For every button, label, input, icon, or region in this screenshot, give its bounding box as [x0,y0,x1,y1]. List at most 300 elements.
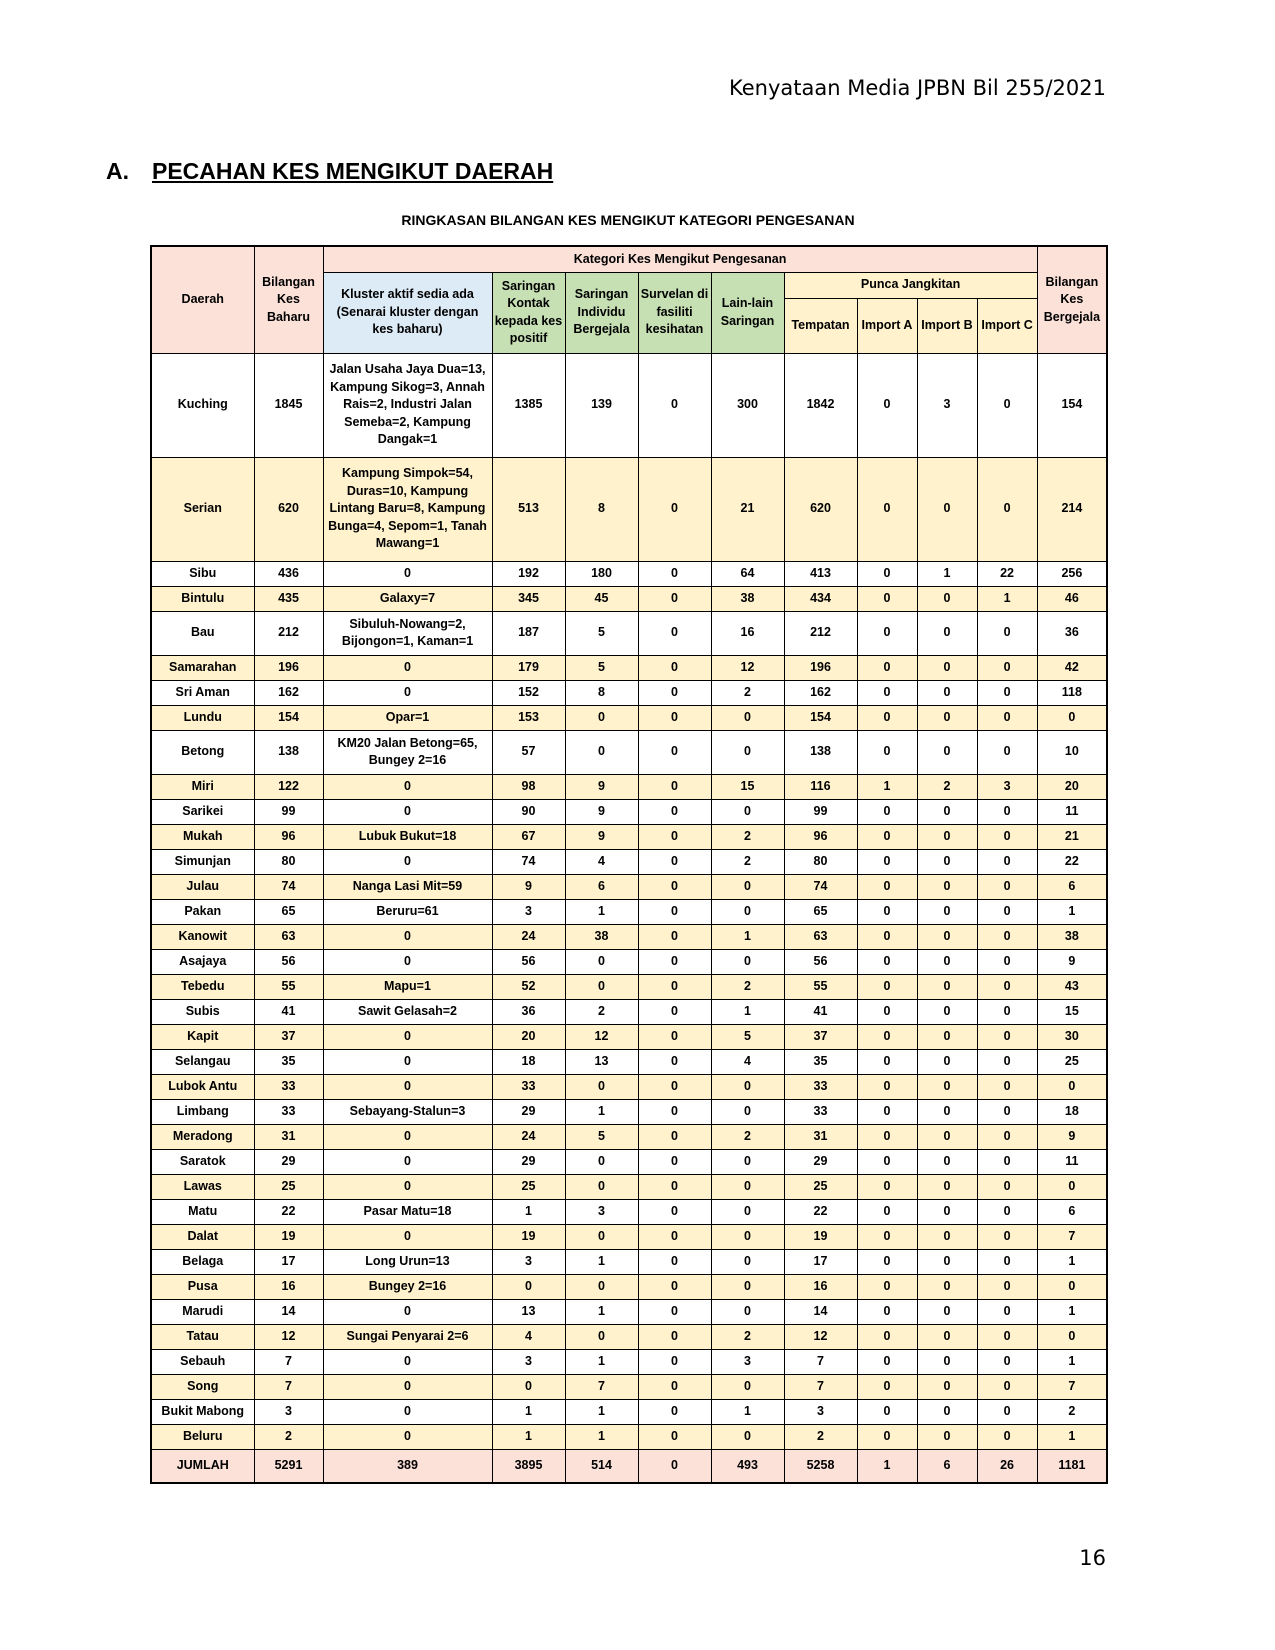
value-cell: 4 [711,1049,784,1074]
value-cell: 64 [711,561,784,586]
table-row [151,1424,1107,1449]
col-bilangan-kes-bergejala: Bilangan Kes Bergejala [1037,246,1107,353]
col-tempatan: Tempatan [784,298,857,353]
value-cell: 0 [638,799,711,824]
value-cell: 0 [565,1324,638,1349]
value-cell: 0 [711,1274,784,1299]
cluster-cell: 0 [323,1224,492,1249]
value-cell: 22 [977,561,1037,586]
total-value: 1181 [1037,1449,1107,1483]
value-cell: 116 [784,774,857,799]
value-cell: 74 [784,874,857,899]
table-row [151,849,1107,874]
col-kluster: Kluster aktif sedia ada (Senarai kluster dengan kes baharu) [323,272,492,353]
value-cell: 0 [711,1424,784,1449]
value-cell: 10 [1037,730,1107,774]
value-cell: 300 [711,353,784,457]
value-cell: 22 [254,1199,323,1224]
value-cell: 154 [784,705,857,730]
district-cell: Lundu [151,705,254,730]
district-cell: Sebauh [151,1349,254,1374]
value-cell: 0 [857,924,917,949]
value-cell: 0 [917,1024,977,1049]
value-cell: 0 [917,1374,977,1399]
value-cell: 0 [638,1374,711,1399]
value-cell: 9 [565,774,638,799]
value-cell: 16 [784,1274,857,1299]
district-cell: Bintulu [151,586,254,611]
value-cell: 179 [492,655,565,680]
value-cell: 1 [1037,899,1107,924]
value-cell: 0 [857,730,917,774]
table-row [151,949,1107,974]
value-cell: 0 [917,1424,977,1449]
value-cell: 31 [784,1124,857,1149]
value-cell: 25 [1037,1049,1107,1074]
value-cell: 154 [254,705,323,730]
value-cell: 0 [711,949,784,974]
value-cell: 67 [492,824,565,849]
table-row [151,1349,1107,1374]
value-cell: 65 [784,899,857,924]
value-cell: 345 [492,586,565,611]
value-cell: 30 [1037,1024,1107,1049]
value-cell: 1 [711,924,784,949]
cluster-cell: 0 [323,949,492,974]
table-row [151,457,1107,561]
value-cell: 1 [1037,1249,1107,1274]
value-cell: 74 [492,849,565,874]
value-cell: 0 [977,999,1037,1024]
value-cell: 12 [254,1324,323,1349]
value-cell: 19 [254,1224,323,1249]
value-cell: 0 [857,974,917,999]
value-cell: 4 [492,1324,565,1349]
value-cell: 7 [565,1374,638,1399]
cluster-cell: Beruru=61 [323,899,492,924]
value-cell: 46 [1037,586,1107,611]
value-cell: 2 [711,680,784,705]
value-cell: 1 [711,1399,784,1424]
cluster-cell: KM20 Jalan Betong=65, Bungey 2=16 [323,730,492,774]
value-cell: 0 [857,655,917,680]
value-cell: 52 [492,974,565,999]
value-cell: 0 [857,1099,917,1124]
value-cell: 0 [917,924,977,949]
value-cell: 0 [977,1374,1037,1399]
value-cell: 8 [565,457,638,561]
total-value: 5258 [784,1449,857,1483]
value-cell: 43 [1037,974,1107,999]
value-cell: 0 [638,705,711,730]
value-cell: 16 [711,611,784,655]
district-cell: Pusa [151,1274,254,1299]
value-cell: 0 [917,1299,977,1324]
value-cell: 0 [711,705,784,730]
value-cell: 0 [917,730,977,774]
value-cell: 1385 [492,353,565,457]
value-cell: 0 [638,1074,711,1099]
value-cell: 0 [977,1324,1037,1349]
value-cell: 0 [638,611,711,655]
value-cell: 0 [492,1274,565,1299]
cluster-cell: 0 [323,1424,492,1449]
value-cell: 0 [977,1074,1037,1099]
value-cell: 0 [977,1249,1037,1274]
value-cell: 0 [565,1274,638,1299]
value-cell: 25 [784,1174,857,1199]
value-cell: 0 [565,974,638,999]
value-cell: 7 [1037,1224,1107,1249]
value-cell: 9 [492,874,565,899]
value-cell: 0 [857,1399,917,1424]
value-cell: 80 [784,849,857,874]
district-cell: Bukit Mabong [151,1399,254,1424]
table-row [151,611,1107,655]
value-cell: 0 [917,949,977,974]
value-cell: 29 [492,1149,565,1174]
value-cell: 0 [638,1049,711,1074]
table-row [151,655,1107,680]
value-cell: 0 [977,1224,1037,1249]
value-cell: 0 [977,730,1037,774]
district-cell: Matu [151,1199,254,1224]
value-cell: 0 [977,924,1037,949]
cluster-cell: 0 [323,561,492,586]
value-cell: 7 [1037,1374,1107,1399]
value-cell: 138 [254,730,323,774]
value-cell: 99 [254,799,323,824]
table-row [151,974,1107,999]
value-cell: 37 [784,1024,857,1049]
value-cell: 9 [565,824,638,849]
value-cell: 0 [638,1324,711,1349]
value-cell: 0 [1037,1174,1107,1199]
value-cell: 24 [492,924,565,949]
value-cell: 0 [857,899,917,924]
value-cell: 90 [492,799,565,824]
value-cell: 17 [784,1249,857,1274]
value-cell: 3 [977,774,1037,799]
district-cell: Mukah [151,824,254,849]
district-cell: Sri Aman [151,680,254,705]
value-cell: 33 [784,1099,857,1124]
value-cell: 1 [1037,1424,1107,1449]
table-row [151,824,1107,849]
value-cell: 19 [492,1224,565,1249]
value-cell: 1845 [254,353,323,457]
value-cell: 8 [565,680,638,705]
table-row [151,1124,1107,1149]
value-cell: 55 [254,974,323,999]
table-row [151,1249,1107,1274]
value-cell: 0 [977,849,1037,874]
value-cell: 0 [977,457,1037,561]
value-cell: 0 [917,705,977,730]
value-cell: 5 [565,611,638,655]
value-cell: 138 [784,730,857,774]
total-value: 6 [917,1449,977,1483]
value-cell: 36 [1037,611,1107,655]
col-import-c: Import C [977,298,1037,353]
value-cell: 0 [711,874,784,899]
value-cell: 45 [565,586,638,611]
value-cell: 0 [977,874,1037,899]
value-cell: 413 [784,561,857,586]
value-cell: 37 [254,1024,323,1049]
cluster-cell: 0 [323,1024,492,1049]
value-cell: 0 [977,1399,1037,1424]
value-cell: 35 [254,1049,323,1074]
value-cell: 0 [711,1074,784,1099]
value-cell: 0 [917,1249,977,1274]
value-cell: 0 [638,874,711,899]
cluster-cell: Sawit Gelasah=2 [323,999,492,1024]
page-number: 16 [1079,1546,1106,1570]
value-cell: 2 [1037,1399,1107,1424]
value-cell: 0 [565,705,638,730]
value-cell: 3 [565,1199,638,1224]
value-cell: 0 [492,1374,565,1399]
cluster-cell: 0 [323,774,492,799]
value-cell: 0 [638,1399,711,1424]
district-cell: Tatau [151,1324,254,1349]
value-cell: 0 [857,561,917,586]
cluster-cell: 0 [323,655,492,680]
value-cell: 436 [254,561,323,586]
section-title: PECAHAN KES MENGIKUT DAERAH [152,158,554,184]
value-cell: 196 [784,655,857,680]
value-cell: 38 [1037,924,1107,949]
value-cell: 2 [711,1324,784,1349]
value-cell: 0 [711,1299,784,1324]
cluster-cell: Lubuk Bukut=18 [323,824,492,849]
value-cell: 0 [857,457,917,561]
value-cell: 63 [254,924,323,949]
value-cell: 0 [638,1224,711,1249]
cluster-cell: Galaxy=7 [323,586,492,611]
value-cell: 0 [857,1174,917,1199]
value-cell: 0 [638,1099,711,1124]
table-row [151,586,1107,611]
table-row [151,924,1107,949]
table-row [151,730,1107,774]
value-cell: 1 [565,1399,638,1424]
value-cell: 434 [784,586,857,611]
table-row [151,1324,1107,1349]
district-cell: Meradong [151,1124,254,1149]
value-cell: 0 [638,1424,711,1449]
value-cell: 0 [857,1049,917,1074]
value-cell: 36 [492,999,565,1024]
value-cell: 0 [917,655,977,680]
value-cell: 256 [1037,561,1107,586]
value-cell: 1 [1037,1299,1107,1324]
district-cell: Subis [151,999,254,1024]
value-cell: 0 [565,1174,638,1199]
value-cell: 0 [638,730,711,774]
cluster-cell: 0 [323,799,492,824]
value-cell: 0 [917,1274,977,1299]
value-cell: 0 [857,1249,917,1274]
value-cell: 33 [492,1074,565,1099]
value-cell: 0 [857,949,917,974]
value-cell: 0 [977,974,1037,999]
value-cell: 0 [638,457,711,561]
table-row [151,1174,1107,1199]
value-cell: 0 [917,1099,977,1124]
table-row [151,1099,1107,1124]
value-cell: 7 [254,1374,323,1399]
total-value: 26 [977,1449,1037,1483]
total-value: 3895 [492,1449,565,1483]
table-row [151,874,1107,899]
value-cell: 0 [638,849,711,874]
value-cell: 9 [1037,949,1107,974]
value-cell: 0 [857,1124,917,1149]
table-row [151,680,1107,705]
value-cell: 0 [565,1149,638,1174]
col-saringan-kontak: Saringan Kontak kepada kes positif [492,272,565,353]
value-cell: 38 [711,586,784,611]
value-cell: 192 [492,561,565,586]
value-cell: 0 [917,1074,977,1099]
value-cell: 12 [784,1324,857,1349]
value-cell: 0 [857,1074,917,1099]
cluster-cell: 0 [323,680,492,705]
value-cell: 0 [857,353,917,457]
district-cell: Lawas [151,1174,254,1199]
value-cell: 11 [1037,1149,1107,1174]
value-cell: 0 [917,874,977,899]
value-cell: 56 [784,949,857,974]
value-cell: 196 [254,655,323,680]
value-cell: 0 [977,949,1037,974]
value-cell: 0 [565,1224,638,1249]
value-cell: 0 [857,1374,917,1399]
value-cell: 0 [977,1024,1037,1049]
value-cell: 3 [492,1349,565,1374]
total-value: 493 [711,1449,784,1483]
table-row [151,899,1107,924]
value-cell: 153 [492,705,565,730]
district-cell: Asajaya [151,949,254,974]
value-cell: 1 [711,999,784,1024]
value-cell: 0 [917,849,977,874]
value-cell: 0 [711,899,784,924]
value-cell: 0 [917,824,977,849]
cluster-cell: Sebayang-Stalun=3 [323,1099,492,1124]
value-cell: 0 [638,1249,711,1274]
value-cell: 0 [638,1174,711,1199]
cluster-cell: Nanga Lasi Mit=59 [323,874,492,899]
value-cell: 0 [917,680,977,705]
value-cell: 1 [1037,1349,1107,1374]
value-cell: 0 [977,680,1037,705]
value-cell: 1 [565,1424,638,1449]
value-cell: 96 [784,824,857,849]
value-cell: 14 [254,1299,323,1324]
value-cell: 22 [784,1199,857,1224]
value-cell: 0 [917,457,977,561]
value-cell: 0 [857,1274,917,1299]
value-cell: 1 [565,1299,638,1324]
cluster-cell: Long Urun=13 [323,1249,492,1274]
district-cell: Tebedu [151,974,254,999]
value-cell: 1 [917,561,977,586]
value-cell: 122 [254,774,323,799]
value-cell: 0 [857,999,917,1024]
cluster-cell: 0 [323,849,492,874]
col-bilangan-kes-baharu: Bilangan Kes Baharu [254,246,323,353]
value-cell: 0 [638,1274,711,1299]
value-cell: 0 [857,1224,917,1249]
total-value: 389 [323,1449,492,1483]
value-cell: 1 [565,1349,638,1374]
value-cell: 0 [638,1299,711,1324]
value-cell: 65 [254,899,323,924]
value-cell: 0 [565,730,638,774]
value-cell: 3 [784,1399,857,1424]
district-cell: Serian [151,457,254,561]
district-cell: Sibu [151,561,254,586]
value-cell: 19 [784,1224,857,1249]
value-cell: 0 [1037,1274,1107,1299]
value-cell: 0 [977,1424,1037,1449]
value-cell: 99 [784,799,857,824]
value-cell: 0 [917,1199,977,1224]
cluster-cell: 0 [323,1349,492,1374]
value-cell: 0 [977,1199,1037,1224]
district-cell: Kapit [151,1024,254,1049]
value-cell: 11 [1037,799,1107,824]
value-cell: 0 [638,1149,711,1174]
value-cell: 7 [784,1374,857,1399]
table-row [151,705,1107,730]
value-cell: 20 [492,1024,565,1049]
value-cell: 0 [638,1349,711,1374]
value-cell: 0 [917,586,977,611]
value-cell: 0 [638,999,711,1024]
value-cell: 0 [857,705,917,730]
value-cell: 0 [857,824,917,849]
district-cell: Kanowit [151,924,254,949]
value-cell: 162 [784,680,857,705]
value-cell: 6 [565,874,638,899]
value-cell: 0 [638,680,711,705]
value-cell: 3 [711,1349,784,1374]
value-cell: 0 [857,1299,917,1324]
value-cell: 0 [711,1174,784,1199]
value-cell: 25 [254,1174,323,1199]
value-cell: 18 [1037,1099,1107,1124]
value-cell: 0 [917,974,977,999]
value-cell: 0 [857,611,917,655]
value-cell: 0 [857,586,917,611]
table-row [151,1149,1107,1174]
table-row [151,1049,1107,1074]
value-cell: 0 [977,1099,1037,1124]
value-cell: 55 [784,974,857,999]
col-import-b: Import B [917,298,977,353]
value-cell: 17 [254,1249,323,1274]
value-cell: 7 [254,1349,323,1374]
value-cell: 139 [565,353,638,457]
value-cell: 0 [977,1274,1037,1299]
value-cell: 0 [638,899,711,924]
value-cell: 1 [492,1399,565,1424]
value-cell: 513 [492,457,565,561]
